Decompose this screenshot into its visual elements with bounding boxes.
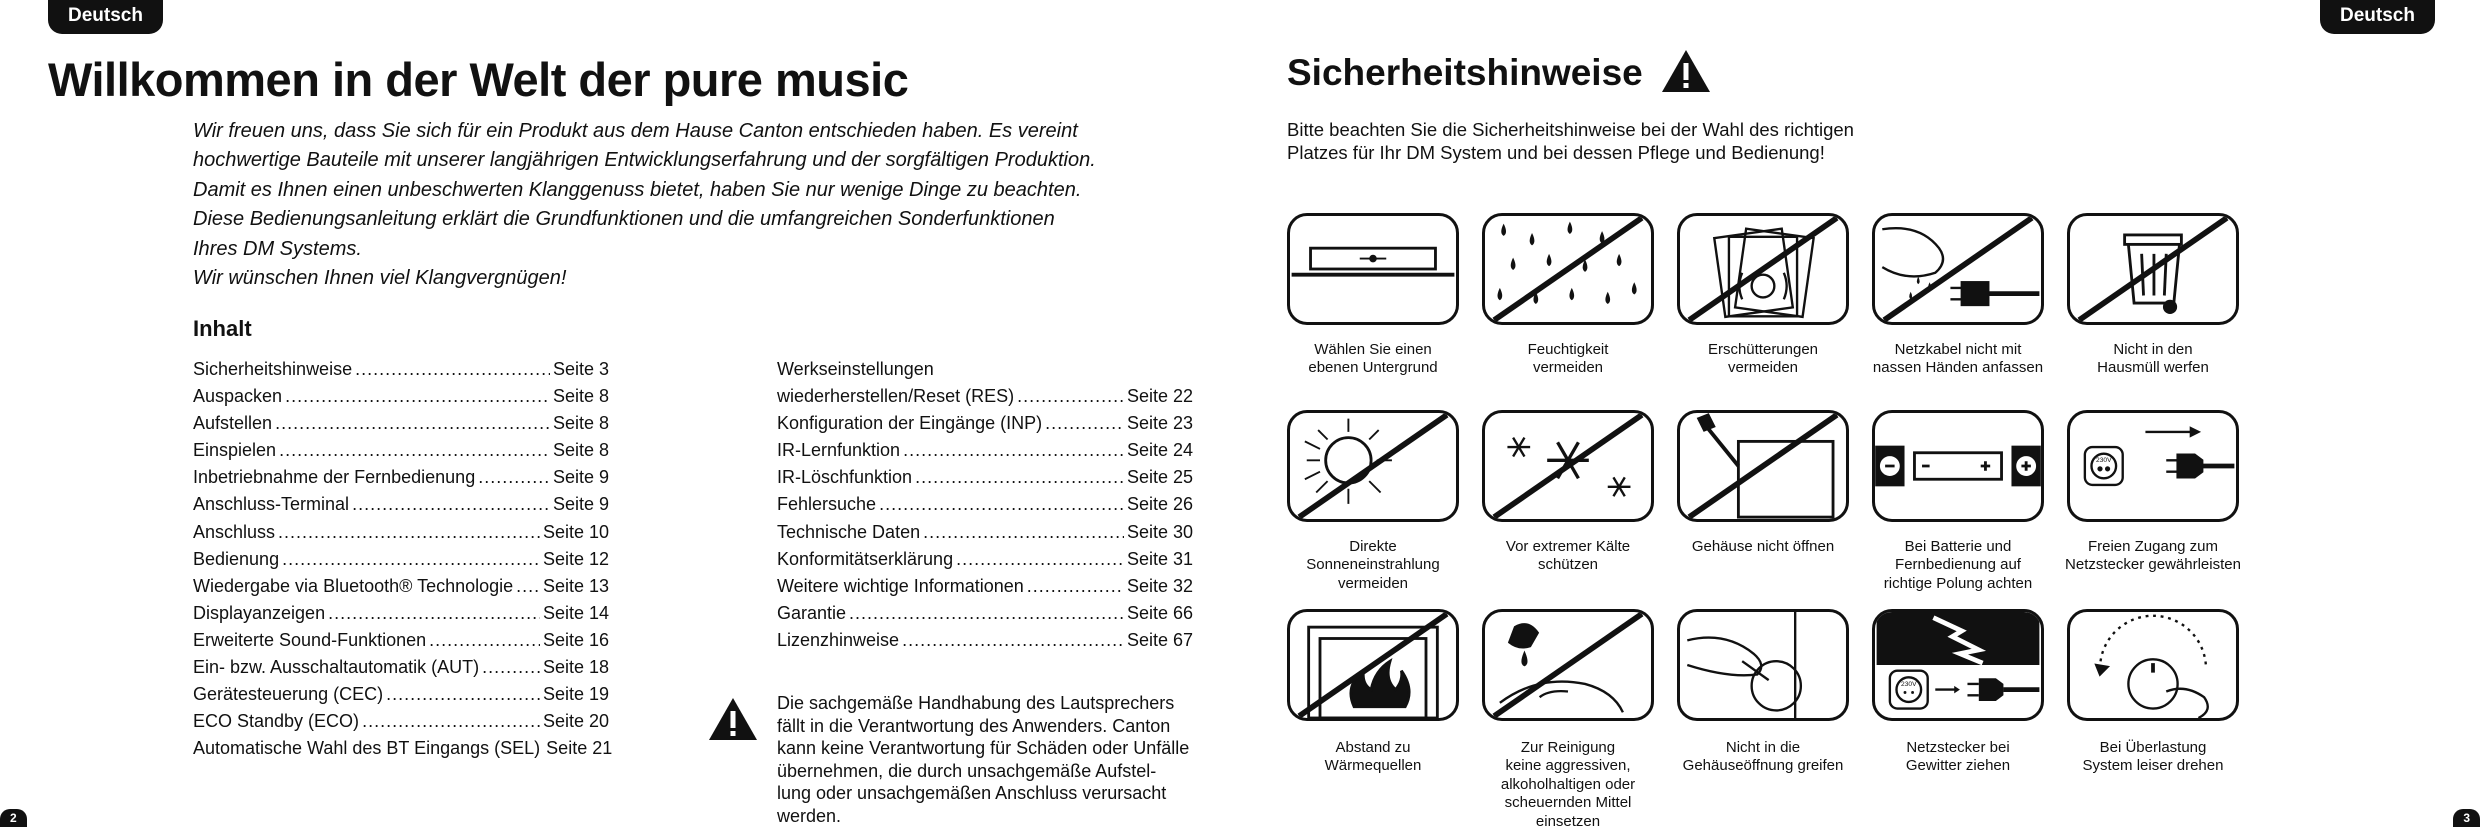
toc-entry-page: Seite 8 — [552, 386, 609, 407]
toc-entry[interactable] — [777, 467, 1193, 494]
toc-entry[interactable] — [193, 684, 609, 711]
toc-entry-title: Sicherheitshinweise — [193, 359, 353, 379]
toc-entry-title: Weitere wichtige Informationen — [777, 575, 1024, 596]
icon-caption — [2053, 739, 2253, 776]
toc-leader-dots — [1045, 413, 1124, 434]
toc-entry-title: Automatische Wahl des BT Eingangs (SEL) — [193, 738, 541, 759]
intro-text — [193, 117, 1153, 293]
caption-line: ebenen Untergrund — [1308, 359, 1438, 377]
toc-entry-page: Seite 16 — [542, 629, 609, 650]
caption-line: schützen — [1537, 556, 1599, 574]
toc-entry[interactable] — [777, 413, 1193, 440]
note-line: Platzes für Ihr DM System und bei dessen Pflege und Bedienung! — [1287, 142, 1825, 163]
intro-line: Wir wünschen Ihnen viel Klangvergnügen! — [193, 267, 567, 290]
intro-line: Wir freuen uns, dass Sie sich für ein Produkt aus dem Hause Canton entschieden haben. Es vereint — [193, 120, 1078, 142]
toc-leader-dots — [903, 440, 1124, 461]
toc-leader-dots — [352, 494, 550, 515]
toc-entry-page: Seite 66 — [1126, 602, 1193, 623]
toc-entry[interactable] — [193, 603, 609, 630]
section-title: Sicherheitshinweise — [1287, 52, 1643, 93]
toc-leader-dots — [879, 494, 1124, 515]
toc-entry[interactable] — [193, 494, 609, 521]
toc-leader-dots — [355, 359, 550, 380]
overload-icon — [2067, 609, 2239, 721]
caption-line: Gewitter ziehen — [1905, 757, 2011, 775]
toc-entry[interactable] — [777, 386, 1193, 413]
toc-entry-page: Seite 67 — [1126, 629, 1193, 650]
toc-entry-page: Seite 9 — [552, 467, 609, 488]
caption-line: Netzstecker gewährleisten — [2065, 556, 2241, 574]
caption-line: nassen Händen anfassen — [1872, 359, 2044, 377]
warning-icon — [1660, 48, 1712, 94]
toc-entry-page: Seite 3 — [552, 359, 609, 379]
caption-line: keine aggressiven, — [1505, 757, 1631, 775]
caption-line: einsetzen — [1535, 812, 1601, 830]
toc-entry-title: Anschluss — [193, 521, 276, 542]
toc-entry-page: Seite 24 — [1126, 440, 1193, 461]
toc-entry[interactable] — [193, 738, 613, 765]
toc-entry-page: Seite 21 — [546, 738, 613, 759]
caption-line: Gehäuse nicht öffnen — [1691, 538, 1835, 555]
caption-line: vermeiden — [1337, 574, 1409, 592]
toc-leader-dots — [915, 467, 1124, 488]
icon-caption — [1663, 739, 1863, 776]
caption-line: vermeiden — [1727, 359, 1799, 377]
toc-leader-dots — [278, 522, 540, 543]
toc-leader-dots — [429, 630, 540, 651]
toc-entry-title: Konformitätserklärung — [777, 548, 954, 569]
warning-line: fällt in die Verantwortung des Anwenders. Canton — [777, 715, 1171, 736]
page-title: Willkommen in der Welt der pure music — [48, 53, 909, 106]
icon-caption — [2053, 538, 2253, 575]
toc-entry-title: Wiedergabe via Bluetooth® Technologie — [193, 575, 514, 596]
icon-caption — [1468, 538, 1668, 575]
toc-entry-page: Seite 9 — [552, 494, 609, 515]
toc-entry[interactable] — [193, 467, 609, 494]
toc-entry-page: Seite 31 — [1126, 548, 1193, 569]
warning-line: werden. — [777, 805, 842, 826]
toc-entry[interactable] — [193, 657, 609, 684]
toc-entry-page: Seite 8 — [552, 440, 609, 461]
toc-leader-dots — [282, 549, 540, 570]
caption-line: Vor extremer Kälte — [1505, 538, 1631, 555]
toc-leader-dots — [279, 440, 550, 461]
toc-entry[interactable] — [777, 630, 1193, 657]
toc-entry[interactable] — [777, 494, 1193, 521]
toc-entry-page: Seite 23 — [1126, 413, 1193, 434]
caption-line: Bei Überlastung — [2099, 739, 2207, 756]
icon-caption — [1858, 538, 2058, 593]
caption-line: Nicht in den — [2113, 341, 2193, 358]
toc-entry-title: Inbetriebnahme der Fernbedienung — [193, 467, 476, 488]
toc-leader-dots — [285, 386, 550, 407]
toc-entry[interactable] — [777, 549, 1193, 576]
toc-entry-title: wiederherstellen/Reset (RES) — [777, 386, 1015, 407]
toc-entry-page: Seite 32 — [1126, 575, 1193, 596]
toc-entry[interactable] — [193, 413, 609, 440]
toc-entry-page: Seite 14 — [542, 602, 609, 623]
contents-heading: Inhalt — [193, 316, 252, 341]
toc-entry[interactable] — [193, 386, 609, 413]
toc-entry[interactable] — [777, 603, 1193, 630]
toc-entry[interactable] — [193, 630, 609, 657]
language-tab: Deutsch — [2320, 0, 2435, 34]
wet-hands-icon — [1872, 213, 2044, 325]
icon-caption — [1273, 341, 1473, 378]
toc-entry-title: Erweiterte Sound-Funktionen — [193, 629, 427, 650]
warning-icon — [707, 696, 759, 742]
toc-entry[interactable] — [777, 440, 1193, 467]
caption-line: Erschütterungen — [1707, 341, 1819, 358]
toc-leader-dots — [923, 522, 1124, 543]
toc-entry-page: Seite 25 — [1126, 467, 1193, 488]
caption-line: Bei Batterie und — [1904, 538, 2012, 555]
toc-leader-dots — [386, 684, 540, 705]
caption-line: Zur Reinigung — [1520, 739, 1616, 756]
socket-voltage-label: 230V — [2096, 457, 2112, 465]
heat-icon — [1287, 609, 1459, 721]
caption-line: Freien Zugang zum — [2087, 538, 2219, 555]
waste-bin-icon — [2067, 213, 2239, 325]
toc-entry-title: Aufstellen — [193, 413, 273, 434]
icon-caption — [1858, 739, 2058, 776]
toc-entry-page: Seite 20 — [542, 711, 609, 732]
icon-caption — [1858, 341, 2058, 378]
caption-line: Nicht in die — [1725, 739, 1801, 756]
moisture-icon — [1482, 213, 1654, 325]
intro-line: Diese Bedienungsanleitung erklärt die Grundfunktionen und die umfangreichen Sonderfunktionen — [193, 208, 1055, 231]
safety-note — [1287, 118, 1907, 164]
intro-line: Ihres DM Systems. — [193, 237, 362, 260]
toc-leader-dots — [1027, 576, 1124, 597]
toc-entry[interactable] — [193, 522, 609, 549]
caption-line: Netzkabel nicht mit — [1894, 341, 2022, 358]
toc-entry-title: Auspacken — [193, 386, 283, 407]
toc-leader-dots — [482, 657, 540, 678]
icon-caption — [1273, 538, 1473, 593]
warning-text — [777, 692, 1195, 828]
icon-caption — [2053, 341, 2253, 378]
toc-entry-page: Seite 22 — [1126, 386, 1193, 407]
toc-entry-page: Seite 30 — [1126, 521, 1193, 542]
caption-line: System leiser drehen — [2082, 757, 2224, 775]
caption-line: scheuernden Mittel — [1504, 794, 1632, 812]
caption-line: Wählen Sie einen — [1314, 341, 1432, 358]
toc-entry[interactable] — [777, 522, 1193, 549]
toc-entry-title: Garantie — [777, 602, 847, 623]
toc-leader-dots — [275, 413, 550, 434]
icon-caption — [1273, 739, 1473, 776]
toc-entry-title: Werkseinstellungen — [777, 359, 934, 379]
caption-line: richtige Polung achten — [1883, 574, 2033, 592]
toc-entry[interactable] — [193, 711, 609, 738]
caption-line: alkoholhaltigen oder — [1500, 775, 1636, 793]
toc-entry-title: Fehlersuche — [777, 494, 877, 515]
caption-line: Sonneneinstrahlung — [1306, 556, 1440, 574]
caption-line: Wärmequellen — [1324, 757, 1422, 775]
toc-entry-page: Seite 18 — [542, 657, 609, 678]
toc-leader-dots — [1017, 386, 1124, 407]
toc-entry-title: Displayanzeigen — [193, 602, 326, 623]
warning-line: übernehmen, die durch unsachgemäße Aufstel- — [777, 760, 1157, 781]
icon-caption — [1468, 739, 1668, 831]
toc-leader-dots — [328, 603, 540, 624]
toc-entry-title: Konfiguration der Eingänge (INP) — [777, 413, 1043, 434]
page-number: 3 — [2453, 809, 2480, 827]
sunlight-icon — [1287, 410, 1459, 522]
toc-leader-dots — [902, 630, 1124, 651]
open-case-icon — [1677, 410, 1849, 522]
caption-line: Feuchtigkeit — [1527, 341, 1609, 358]
toc-column-2 — [777, 359, 1193, 657]
warning-line: Die sachgemäße Handhabung des Lautsprechers — [777, 693, 1175, 713]
toc-entry-title: ECO Standby (ECO) — [193, 711, 360, 732]
toc-entry-page: Seite 10 — [542, 521, 609, 542]
toc-entry[interactable] — [193, 576, 609, 603]
toc-entry-title: Technische Daten — [777, 521, 921, 542]
icon-caption — [1468, 341, 1668, 378]
toc-entry[interactable] — [777, 576, 1193, 603]
page-number: 2 — [0, 809, 27, 827]
toc-entry-title: Gerätesteuerung (CEC) — [193, 684, 384, 705]
caption-line: Hausmüll werfen — [2097, 359, 2209, 377]
toc-entry-title: Einspielen — [193, 440, 277, 461]
note-line: Bitte beachten Sie die Sicherheitshinweise bei der Wahl des richtigen — [1287, 119, 1854, 140]
vibration-icon — [1677, 213, 1849, 325]
cold-icon — [1482, 410, 1654, 522]
toc-leader-dots — [516, 576, 540, 597]
toc-entry-title: Bedienung — [193, 548, 280, 569]
caption-line: Fernbedienung auf — [1895, 556, 2021, 574]
toc-entry-title: Lizenzhinweise — [777, 629, 900, 650]
toc-entry[interactable] — [193, 549, 609, 576]
caption-line: Direkte — [1349, 538, 1397, 555]
cleaning-icon — [1482, 609, 1654, 721]
toc-entry-page: Seite 13 — [542, 575, 609, 596]
toc-entry-title: IR-Löschfunktion — [777, 467, 913, 488]
toc-entry[interactable] — [777, 359, 1193, 386]
level-surface-icon — [1287, 213, 1459, 325]
icon-caption — [1663, 538, 1863, 556]
plug-access-icon — [2067, 410, 2239, 522]
toc-entry[interactable] — [193, 440, 609, 467]
caption-line: Abstand zu — [1335, 739, 1411, 756]
warning-line: kann keine Verantwortung für Schäden oder Unfälle — [777, 738, 1190, 759]
socket-voltage-label: 230V — [1901, 680, 1917, 688]
battery-icon — [1872, 410, 2044, 522]
icon-caption — [1663, 341, 1863, 378]
toc-leader-dots — [478, 467, 550, 488]
toc-entry-title: Anschluss-Terminal — [193, 494, 350, 515]
toc-entry-title: Ein- bzw. Ausschaltautomatik (AUT) — [193, 657, 480, 678]
opening-icon — [1677, 609, 1849, 721]
caption-line: vermeiden — [1532, 359, 1604, 377]
caption-line: Gehäuseöffnung greifen — [1682, 757, 1844, 775]
toc-entry-page: Seite 19 — [542, 684, 609, 705]
toc-entry-page: Seite 26 — [1126, 494, 1193, 515]
language-tab: Deutsch — [48, 0, 163, 34]
toc-leader-dots — [956, 549, 1124, 570]
intro-line: hochwertige Bauteile mit unserer langjährigen Entwicklungserfahrung und der sorgfältigen Produktion. — [193, 149, 1096, 172]
toc-entry-page: Seite 8 — [552, 413, 609, 434]
toc-entry-page: Seite 12 — [542, 548, 609, 569]
toc-leader-dots — [849, 603, 1124, 624]
toc-leader-dots — [362, 711, 540, 732]
warning-line: lung oder unsachgemäßen Anschluss verursacht — [777, 783, 1167, 804]
toc-entry-title: IR-Lernfunktion — [777, 440, 901, 461]
toc-column-1 — [193, 359, 613, 765]
toc-entry[interactable] — [193, 359, 609, 386]
thunderstorm-icon — [1872, 609, 2044, 721]
caption-line: Netzstecker bei — [1906, 739, 2010, 756]
intro-line: Damit es Ihnen einen unbeschwerten Klanggenuss bietet, haben Sie nur wenige Dinge zu beachten. — [193, 178, 1082, 201]
